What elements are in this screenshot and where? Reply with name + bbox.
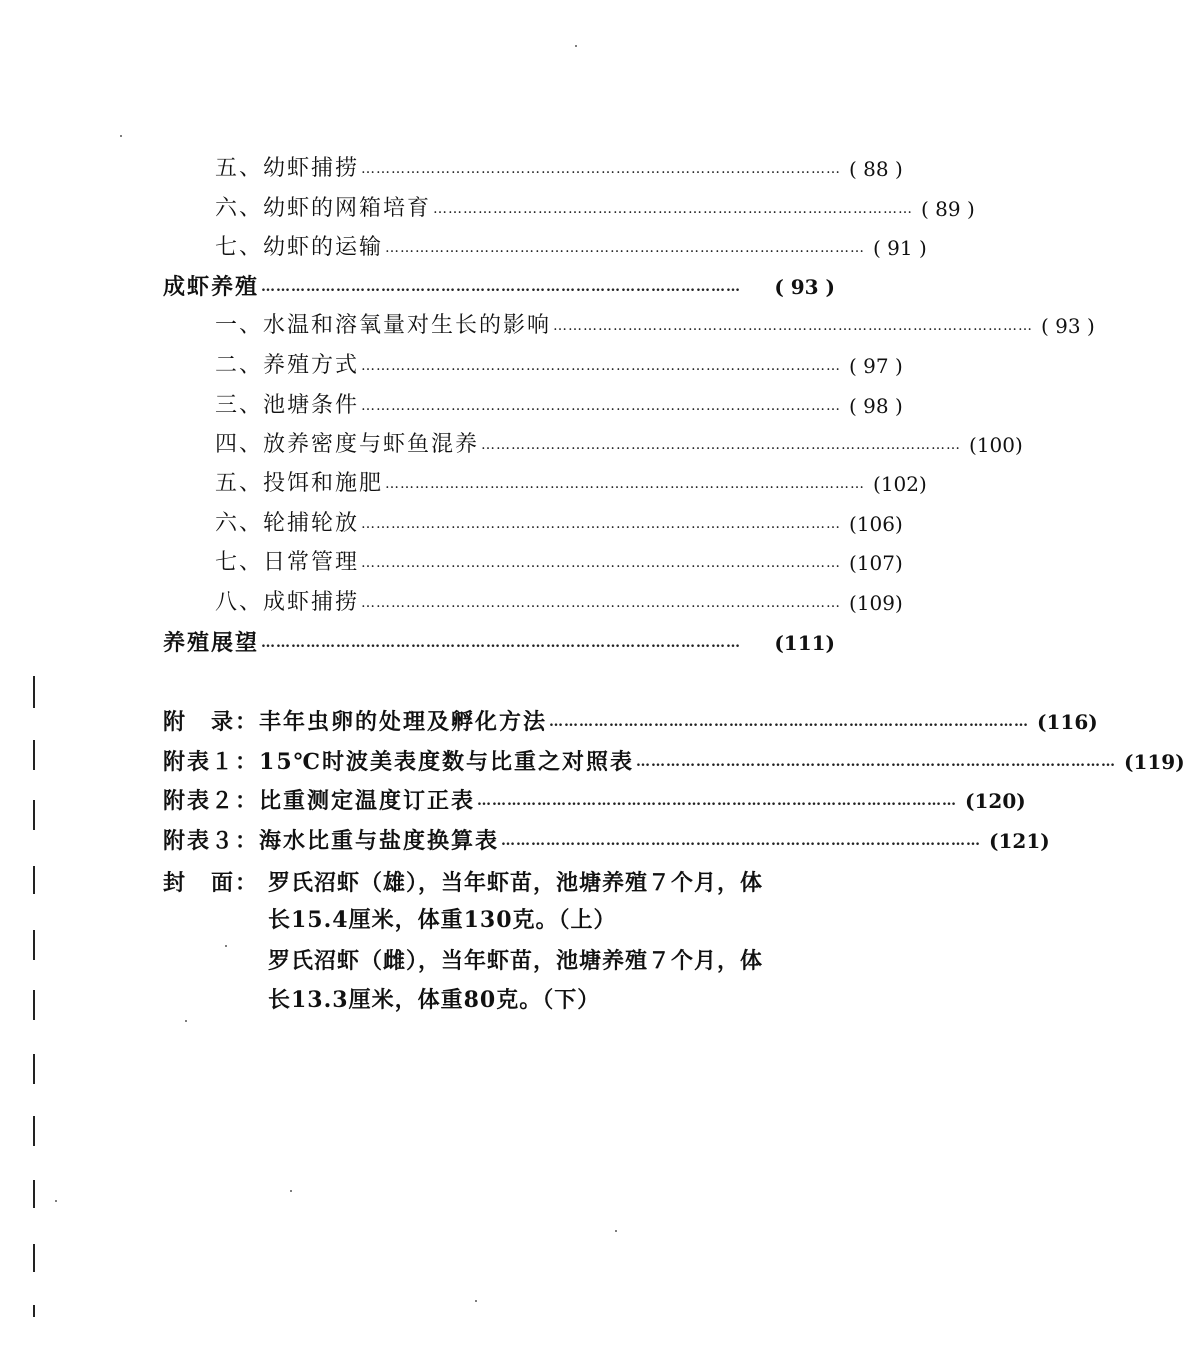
dot-leader: …………………………………………………………………………………… <box>385 476 866 492</box>
toc-section <box>163 626 835 660</box>
dot-leader: …………………………………………………………………………………… <box>636 754 1116 770</box>
scan-speck <box>615 1230 617 1232</box>
toc-entry-page: ( 97 ) <box>849 354 903 378</box>
toc-entry-page: ( 88 ) <box>849 157 903 181</box>
scan-binding-mark <box>33 676 35 708</box>
scan-binding-mark <box>33 1054 35 1084</box>
toc-entry-title: 四、放养密度与虾鱼混养 <box>215 432 480 457</box>
dot-leader: …………………………………………………………………………………… <box>261 635 742 651</box>
toc-entry <box>215 467 927 501</box>
toc-entry-page: (109) <box>849 591 903 615</box>
toc-section-page: ( 93 ) <box>774 275 835 299</box>
toc-entry <box>215 507 903 541</box>
toc-entry-page: (100) <box>969 433 1023 457</box>
toc-entry-title: 一、水温和溶氧量对生长的影响 <box>215 313 552 338</box>
appendix-label: 附表２： <box>163 788 260 814</box>
toc-entry <box>215 152 903 186</box>
dot-leader: …………………………………………………………………………………… <box>361 358 842 374</box>
dot-leader: …………………………………………………………………………………… <box>477 793 958 809</box>
toc-entry-page: ( 89 ) <box>921 197 975 221</box>
cover-line: 罗氏沼虾（雌），当年虾苗，池塘养殖７个月，体 <box>268 948 764 974</box>
toc-entry-title: 六、轮捕轮放 <box>215 511 360 536</box>
dot-leader: …………………………………………………………………………………… <box>361 161 842 177</box>
toc-section <box>163 270 835 304</box>
appendix-entry <box>163 745 1185 779</box>
toc-entry-title: 七、幼虾的运输 <box>215 235 384 260</box>
toc-entry <box>215 546 903 580</box>
toc-section-page: (111) <box>774 631 835 655</box>
toc-entry <box>215 428 1023 462</box>
appendix-label: 附表３： <box>163 828 260 854</box>
toc-entry-page: ( 98 ) <box>849 394 903 418</box>
dot-leader: …………………………………………………………………………………… <box>549 714 1030 730</box>
cover-line: 长13.3厘米，体重80克。（下） <box>268 987 601 1013</box>
appendix-page: (120) <box>965 789 1026 813</box>
toc-section-title: 成虾养殖 <box>163 274 260 300</box>
toc-entry-page: ( 93 ) <box>1041 314 1095 338</box>
scan-binding-mark <box>33 930 35 960</box>
appendix-page: (121) <box>989 829 1050 853</box>
toc-entry-page: ( 91 ) <box>873 236 927 260</box>
toc-entry <box>215 389 903 423</box>
scan-speck <box>475 1300 477 1302</box>
toc-entry-page: (102) <box>873 472 927 496</box>
appendix-title: 丰年虫卵的处理及孵化方法 <box>259 709 548 735</box>
appendix-title: 比重测定温度订正表 <box>259 788 476 814</box>
scan-binding-mark <box>33 1244 35 1272</box>
cover-line: 罗氏沼虾（雄），当年虾苗，池塘养殖７个月，体 <box>268 870 764 896</box>
scan-binding-mark <box>33 1305 35 1317</box>
scan-speck <box>55 1200 57 1202</box>
scan-speck <box>185 1020 187 1022</box>
scan-binding-mark <box>33 866 35 894</box>
toc-entry <box>215 309 1095 343</box>
toc-entry <box>215 349 903 383</box>
dot-leader: …………………………………………………………………………………… <box>361 555 842 571</box>
appendix-entry <box>163 705 1098 739</box>
cover-label: 封 面： <box>163 870 260 896</box>
dot-leader: …………………………………………………………………………………… <box>385 240 866 256</box>
dot-leader: …………………………………………………………………………………… <box>361 595 842 611</box>
toc-entry <box>215 586 903 620</box>
appendix-page: (116) <box>1037 710 1098 734</box>
toc-entry-page: (107) <box>849 551 903 575</box>
toc-entry-title: 五、幼虾捕捞 <box>215 156 360 181</box>
toc-entry-title: 八、成虾捕捞 <box>215 590 360 615</box>
appendix-entry <box>163 824 1050 858</box>
appendix-label: 附表１： <box>163 749 260 775</box>
toc-entry <box>215 192 975 226</box>
scan-binding-mark <box>33 740 35 770</box>
dot-leader: …………………………………………………………………………………… <box>553 318 1034 334</box>
scan-binding-mark <box>33 1180 35 1208</box>
toc-entry <box>215 231 927 265</box>
toc-entry-title: 五、投饵和施肥 <box>215 471 384 496</box>
toc-entry-title: 二、养殖方式 <box>215 353 360 378</box>
dot-leader: …………………………………………………………………………………… <box>361 516 842 532</box>
toc-entry-page: (106) <box>849 512 903 536</box>
scan-speck <box>120 135 122 137</box>
dot-leader: …………………………………………………………………………………… <box>433 201 914 217</box>
scan-speck <box>290 1190 292 1192</box>
dot-leader: …………………………………………………………………………………… <box>361 398 842 414</box>
dot-leader: …………………………………………………………………………………… <box>261 279 742 295</box>
dot-leader: …………………………………………………………………………………… <box>501 833 982 849</box>
appendix-entry <box>163 784 1026 818</box>
cover-line: 长15.4厘米，体重130克。（上） <box>268 907 617 933</box>
scan-binding-mark <box>33 1116 35 1146</box>
scan-speck <box>575 45 577 47</box>
toc-entry-title: 三、池塘条件 <box>215 393 360 418</box>
appendix-page: (119) <box>1124 750 1185 774</box>
toc-entry-title: 六、幼虾的网箱培育 <box>215 196 432 221</box>
scan-binding-mark <box>33 800 35 830</box>
appendix-title: 15℃时波美表度数与比重之对照表 <box>259 749 634 775</box>
toc-section-title: 养殖展望 <box>163 630 260 656</box>
toc-entry-title: 七、日常管理 <box>215 550 360 575</box>
scan-binding-mark <box>33 990 35 1020</box>
dot-leader: …………………………………………………………………………………… <box>481 437 962 453</box>
appendix-title: 海水比重与盐度换算表 <box>259 828 500 854</box>
scan-speck <box>225 945 227 947</box>
appendix-label: 附 录： <box>163 709 260 735</box>
